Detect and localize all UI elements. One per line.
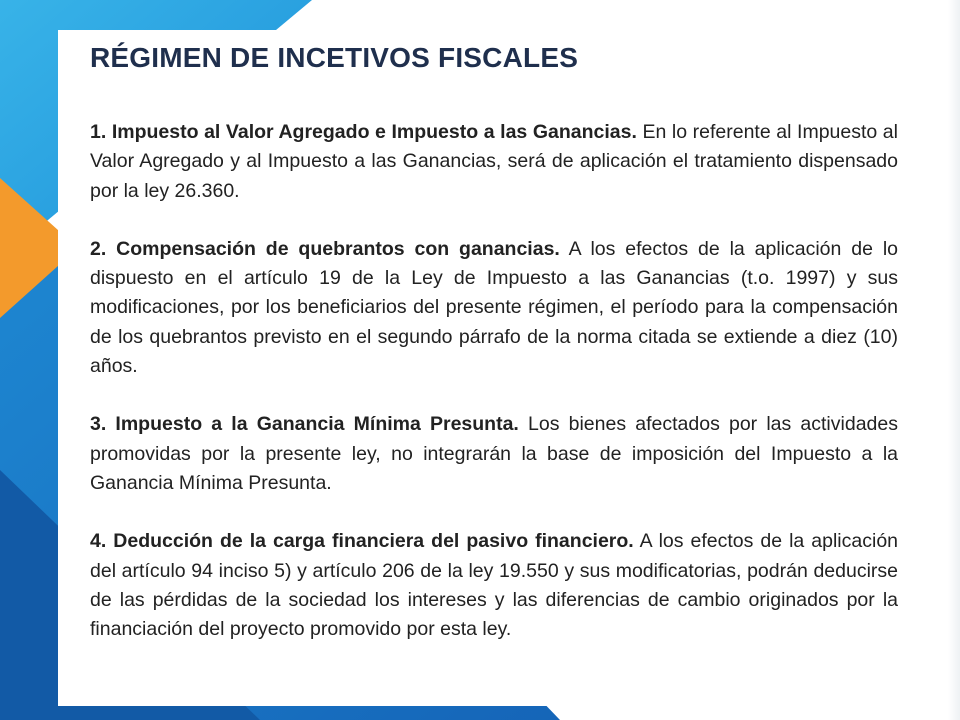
right-edge-strip xyxy=(948,0,960,720)
paragraph-3 xyxy=(90,410,898,498)
paragraph-4-body: A los efectos de la aplicación del artículo 94 inciso 5) y artículo 206 de la ley 19.550 y sus modificatorias, podrán deducirse de las pérdidas de la sociedad los intereses y las diferencias de cambio originados por la financiación del proyecto promovido por esta ley. xyxy=(90,530,899,641)
paragraph-4 xyxy=(90,527,898,644)
paragraph-2 xyxy=(90,235,898,381)
paragraph-1 xyxy=(90,118,898,206)
content-panel xyxy=(58,30,898,706)
paragraph-1-heading: 1. Impuesto al Valor Agregado e Impuesto a las Ganancias. xyxy=(90,121,637,143)
paragraph-2-heading: 2. Compensación de quebrantos con ganancias. xyxy=(90,237,560,260)
page-title: RÉGIMEN DE INCETIVOS FISCALES xyxy=(90,42,579,73)
paragraph-1-body: En lo referente al Impuesto al Valor Agregado y al Impuesto a las Ganancias, será de aplicación el tratamiento dispensado por la ley 26.360. xyxy=(90,121,898,202)
paragraph-3-heading: 3. Impuesto a la Ganancia Mínima Presunta. xyxy=(90,413,519,436)
paragraph-2-body: A los efectos de la aplicación de lo dispuesto en el artículo 19 de la Ley de Impuesto a las Ganancias (t.o. 1997) y sus modificaciones, por los beneficiarios del presente régimen, el período para la compensación de los quebrantos previsto en el segundo párrafo de la norma citada se extiende a diez (10) años. xyxy=(90,237,899,378)
paragraph-4-heading: 4. Deducción de la carga financiera del pasivo financiero. xyxy=(90,530,634,553)
paragraph-3-body: Los bienes afectados por las actividades promovidas por la presente ley, no integrarán la base de imposición del Impuesto a la Ganancia Mínima Presunta. xyxy=(90,413,898,494)
